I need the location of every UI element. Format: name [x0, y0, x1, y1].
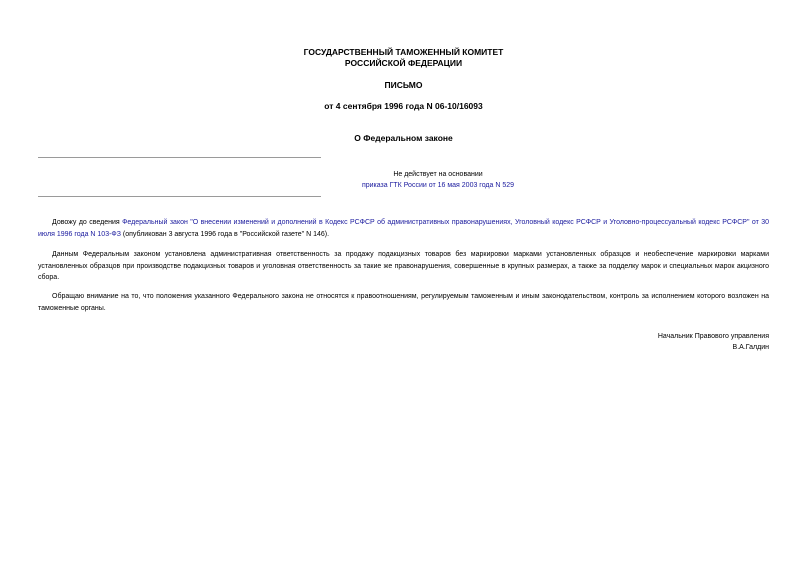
- paragraph-3: Обращаю внимание на то, что положения указанного Федерального закона не относятся к правоотношениям, регулируемым таможенным и иным законодательством, контроль за исполнением которого возложен на таможенные органы.: [38, 293, 769, 312]
- issuer-line-1: ГОСУДАРСТВЕННЫЙ ТАМОЖЕННЫЙ КОМИТЕТ: [303, 47, 504, 57]
- separator-bottom: [38, 196, 321, 197]
- paragraph-1: [38, 217, 769, 240]
- federal-law-link[interactable]: Федеральный закон "О внесении изменений и дополнений в Кодекс РСФСР об административных правонарушениях, Уголовный кодекс РСФСР и Уголовно-процессуальный кодекс РСФСР" от 30 июля 1996 года N 103-ФЗ: [38, 219, 769, 238]
- paragraph-1-prefix: Довожу до сведения: [52, 219, 123, 226]
- document-page: [38, 0, 769, 571]
- paragraph-1-suffix: (опубликован 3 августа 1996 года в "Российской газете" N 146).: [120, 230, 330, 238]
- issuer-block: [38, 47, 769, 69]
- signatory-position: Начальник Правового управления: [657, 333, 769, 340]
- document-date-number: от 4 сентября 1996 года N 06-10/16093: [324, 101, 483, 111]
- document-subject: О Федеральном законе: [354, 133, 453, 143]
- status-note: Не действует на основании: [393, 171, 483, 178]
- issuer-line-2: РОССИЙСКОЙ ФЕДЕРАЦИИ: [344, 58, 463, 68]
- status-link[interactable]: приказа ГТК России от 16 мая 2003 года N 529: [361, 182, 515, 189]
- signatory-name: В.А.Галдин: [732, 344, 769, 351]
- status-link-row: [38, 180, 807, 191]
- paragraph-2: Данным Федеральным законом установлена административная ответственность за продажу подакцизных товаров без маркировки марками установленных образцов и необеспечение маркировки марками установленных образцов при производстве подакцизных товаров и уголовная ответственность за такие же правонарушения, совершенные в крупных размерах, а также за подделку марок и специальных марок акцизного сбора.: [38, 251, 769, 282]
- document-type: ПИСЬМО: [384, 80, 423, 90]
- separator-top: [38, 157, 321, 158]
